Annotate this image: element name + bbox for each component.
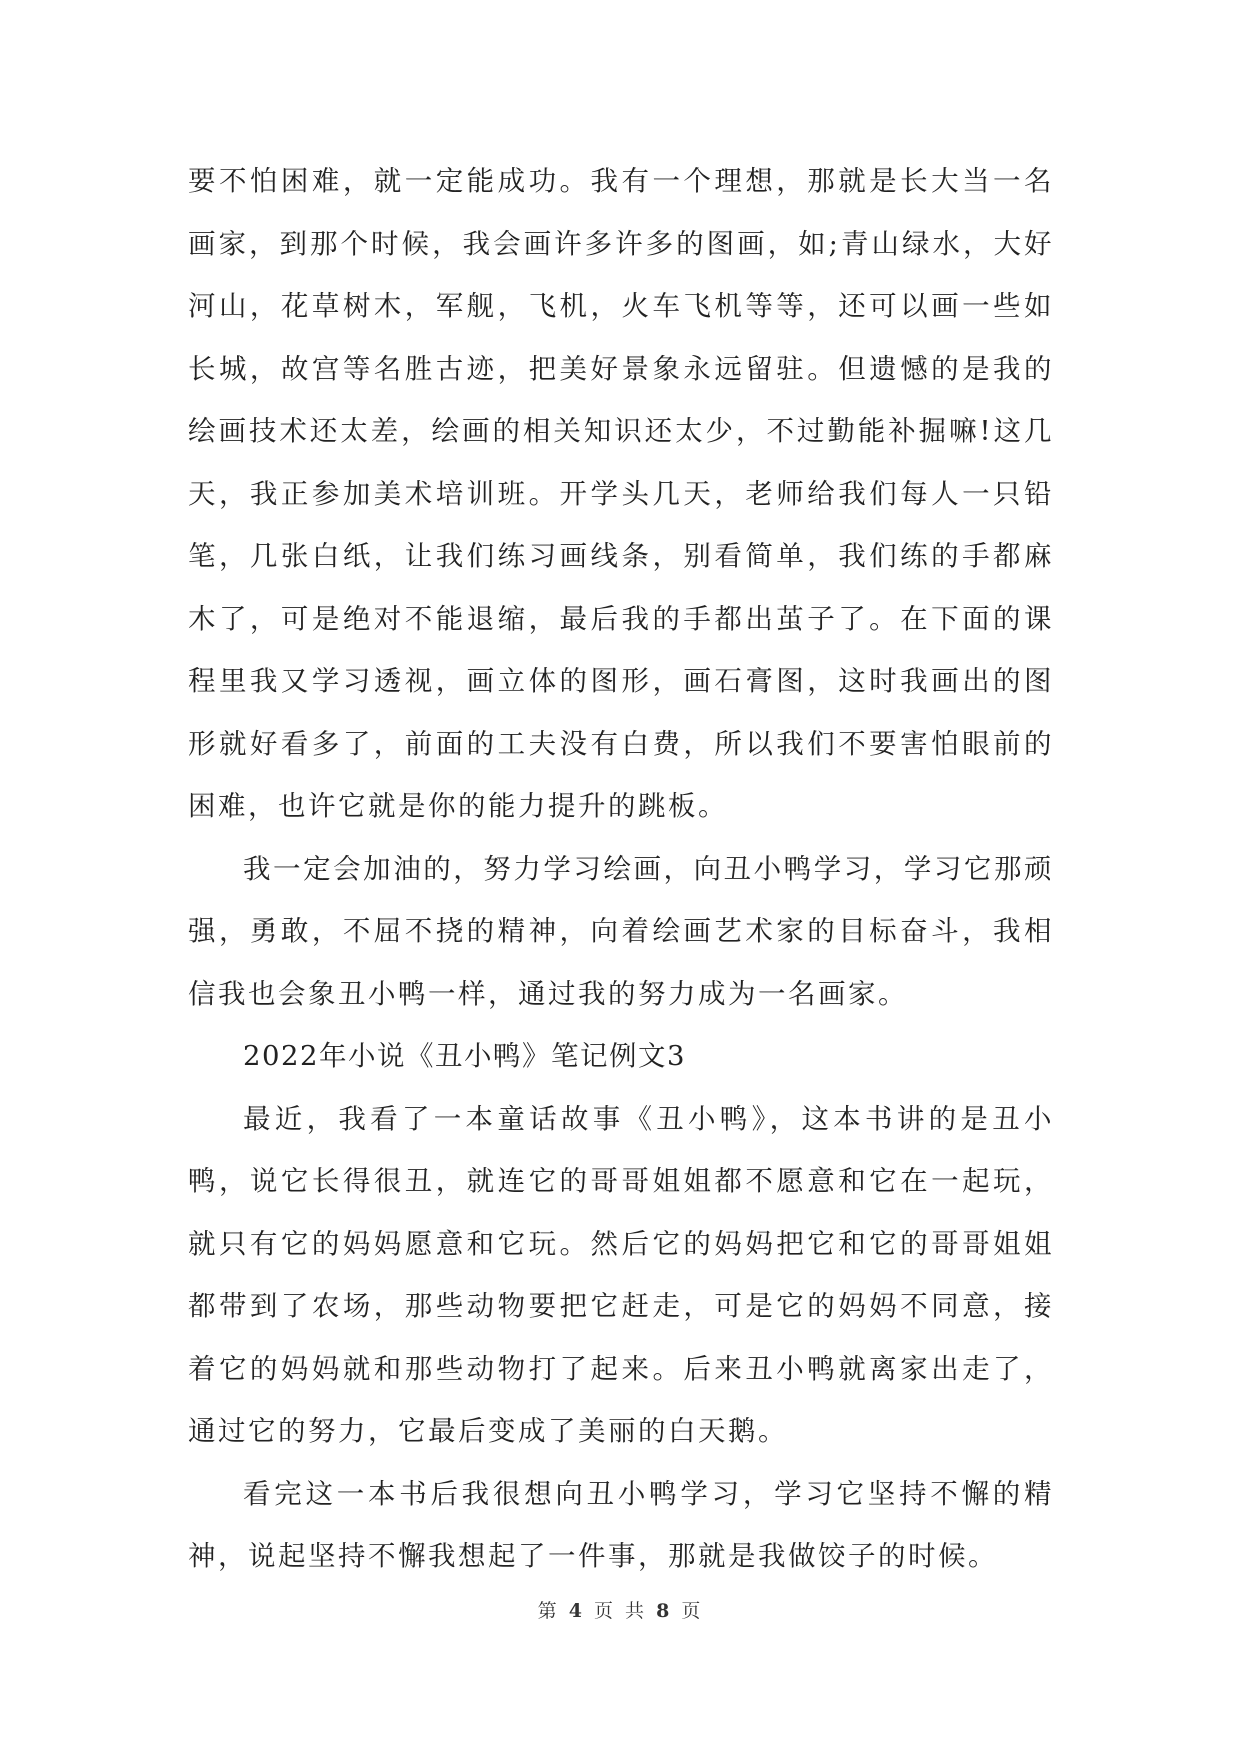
section-heading: 2022年小说《丑小鸭》笔记例文3: [243, 1040, 686, 1072]
footer-current-page: 4: [568, 1600, 585, 1622]
footer-total-pages: 8: [656, 1600, 673, 1622]
document-body: [188, 150, 1054, 1588]
paragraph-resolution: 我一定会加油的，努力学习绘画，向丑小鸭学习，学习它那顽强，勇敢，不屈不挠的精神，向着绘画艺术家的目标奋斗，我相信我也会象丑小鸭一样，通过我的努力成为一名画家。: [188, 852, 1054, 1010]
footer-prefix: 第: [537, 1600, 560, 1622]
paragraph-continued: 要不怕困难，就一定能成功。我有一个理想，那就是长大当一名画家，到那个时候，我会画许多许多的图画，如;青山绿水，大好河山，花草树木，军舰，飞机，火车飞机等等，还可以画一些如长城，故宫等名胜古迹，把美好景象永远留驻。但遗憾的是我的绘画技术还太差，绘画的相关知识还太少，不过勤能补掘嘛!这几天，我正参加美术培训班。开学头几天，老师给我们每人一只铅笔，几张白纸，让我们练习画线条，别看简单，我们练的手都麻木了，可是绝对不能退缩，最后我的手都出茧子了。在下面的课程里我又学习透视，画立体的图形，画石膏图，这时我画出的图形就好看多了，前面的工夫没有白费，所以我们不要害怕眼前的困难，也许它就是你的能力提升的跳板。: [188, 165, 1054, 822]
footer-middle: 页 共: [593, 1600, 648, 1622]
paragraph-reflection: 看完这一本书后我很想向丑小鸭学习，学习它坚持不懈的精神，说起坚持不懈我想起了一件事，那就是我做饺子的时候。: [188, 1477, 1054, 1572]
paragraph-story-summary: 最近，我看了一本童话故事《丑小鸭》，这本书讲的是丑小鸭，说它长得很丑，就连它的哥哥姐姐都不愿意和它在一起玩，就只有它的妈妈愿意和它玩。然后它的妈妈把它和它的哥哥姐姐都带到了农场，那些动物要把它赶走，可是它的妈妈不同意，接着它的妈妈就和那些动物打了起来。后来丑小鸭就离家出走了，通过它的努力，它最后变成了美丽的白天鹅。: [188, 1102, 1054, 1447]
page-footer: [0, 1596, 1241, 1623]
footer-suffix: 页: [681, 1600, 704, 1622]
